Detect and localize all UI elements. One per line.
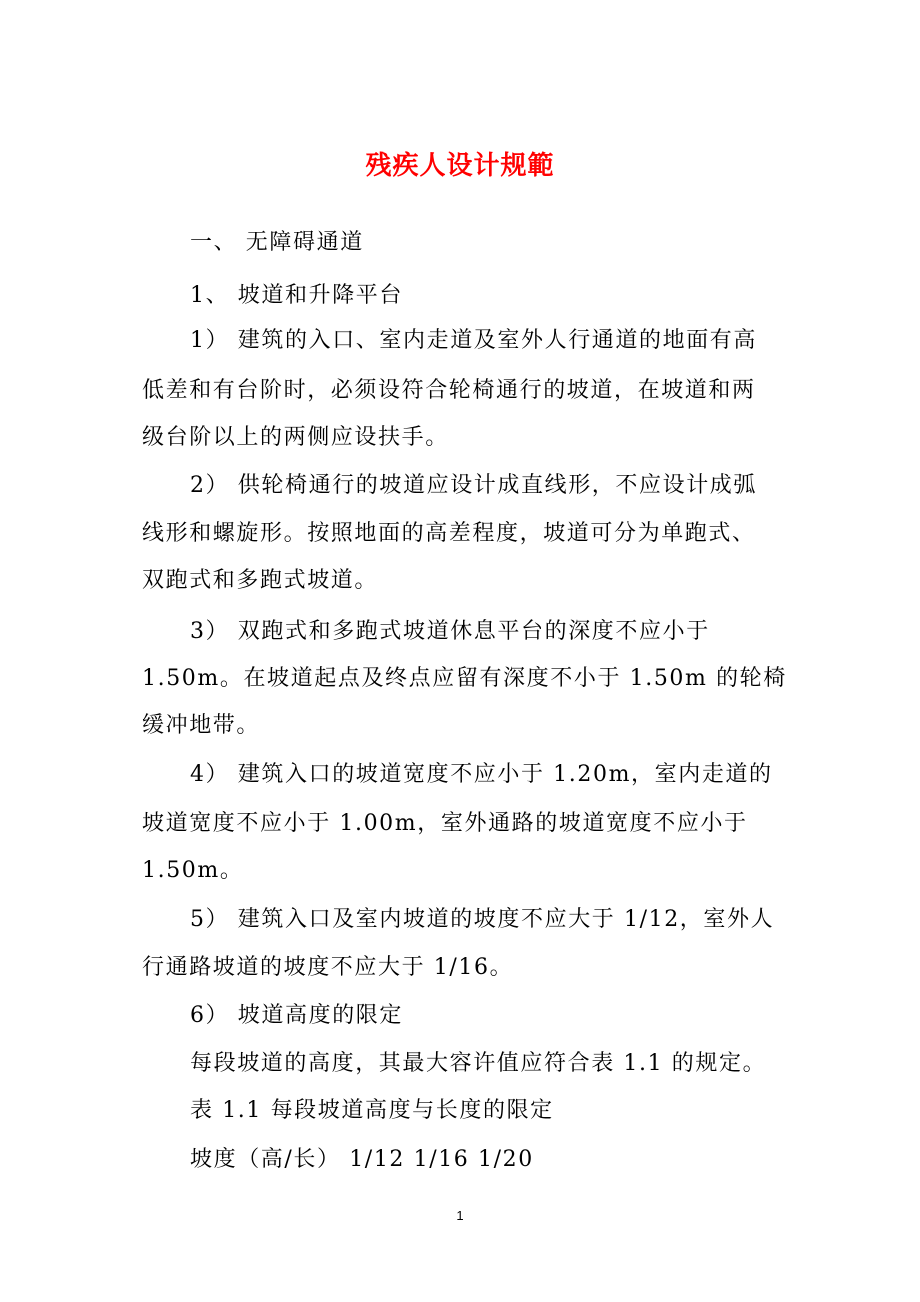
page-number: 1 <box>456 1208 464 1223</box>
paragraph-line: 5） 建筑入口及室内坡道的坡度不应大于 1/12，室外人 <box>190 907 775 932</box>
subsection-heading: 1、 坡道和升降平台 <box>190 283 403 308</box>
paragraph-line: 坡道宽度不应小于 1.00m，室外通路的坡道宽度不应小于 <box>142 811 748 836</box>
paragraph-line: 1.50m。 <box>142 858 244 883</box>
document-title: 残疾人设计规範 <box>365 151 555 181</box>
paragraph-line: 1.50m。在坡道起点及终点应留有深度不小于 1.50m 的轮椅 <box>142 666 787 691</box>
paragraph-line: 2） 供轮椅通行的坡道应设计成直线形，不应设计成弧 <box>190 473 757 498</box>
paragraph-line: 4） 建筑入口的坡道宽度不应小于 1.20m，室内走道的 <box>190 762 773 787</box>
paragraph-line: 低差和有台阶时，必须设符合轮椅通行的坡道，在坡道和两 <box>142 378 756 403</box>
paragraph-line: 3） 双跑式和多跑式坡道休息平台的深度不应小于 <box>190 619 710 644</box>
paragraph-line: 6） 坡道高度的限定 <box>190 1003 403 1028</box>
paragraph-line: 线形和螺旋形。按照地面的高差程度，坡道可分为单跑式、 <box>142 521 756 546</box>
paragraph-line: 双跑式和多跑式坡道。 <box>142 568 379 593</box>
paragraph-line: 1） 建筑的入口、室内走道及室外人行通道的地面有高 <box>190 328 757 353</box>
paragraph-line: 每段坡道的高度，其最大容许值应符合表 1.1 的规定。 <box>190 1051 767 1076</box>
paragraph-line: 级台阶以上的两侧应设扶手。 <box>142 425 449 450</box>
paragraph-line: 缓冲地带。 <box>142 713 261 738</box>
paragraph-line: 行通路坡道的坡度不应大于 1/16。 <box>142 955 514 980</box>
table-caption: 表 1.1 每段坡道高度与长度的限定 <box>190 1098 554 1123</box>
section-heading: 一、 无障碍通道 <box>190 230 364 255</box>
table-row: 坡度（高/长） 1/12 1/16 1/20 <box>190 1147 534 1172</box>
